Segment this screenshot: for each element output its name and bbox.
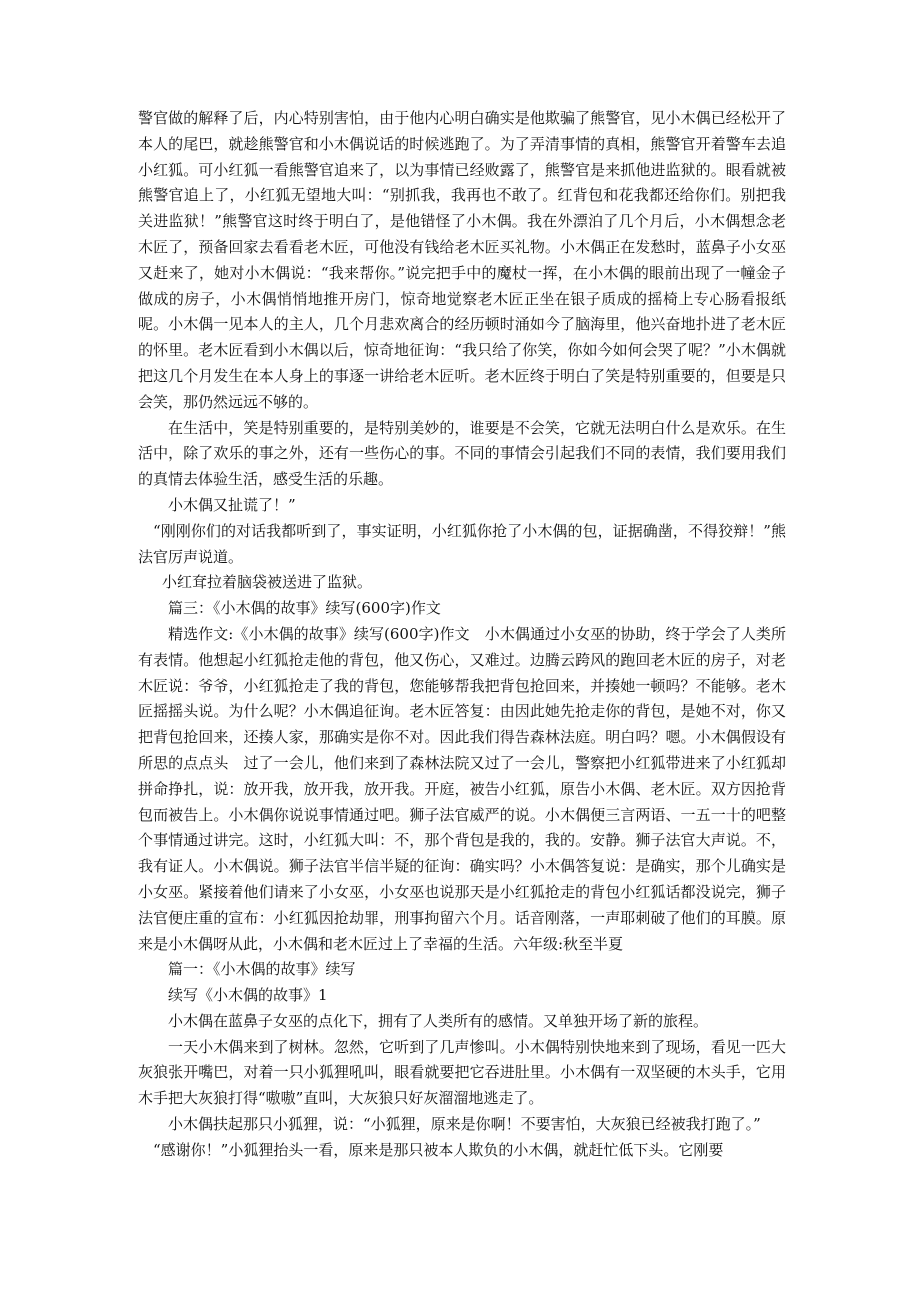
paragraph-7: 精选作文:《小木偶的故事》续写(600字)作文 小木偶通过小女巫的协助，终于学会了人类所有表情。他想起小红狐抢走他的背包，他又伤心，又难过。边腾云跨风的跑回老木匠的房子，对老木匠说：爷爷，小红狐抢走了我的背包，您能够帮我把背包抢回来，并揍她一顿吗？不能够。老木匠摇摇头说。为什么呢？小木偶追征询。老木匠答复：由因此她先抢走你的背包，是她不对，你又把背包抢回来，还揍人家，那确实是你不对。因此我们得告森林法庭。明白吗？嗯。小木偶假设有所思的点点头 过了一会儿，他们来到了森林法院又过了一会儿，警察把小红狐带进来了小红狐却拼命挣扎，说：放开我，放开我，放开我。开庭，被告小红狐，原告小木偶、老木匠。双方因抢背包而被告上。小木偶你说说事情通过吧。狮子法官威严的说。小木偶便三言两语、一五一十的吧整个事情通过讲完。这时，小红狐大叫：不，那个背包是我的，我的。安静。狮子法官大声说。不，我有证人。小木偶说。狮子法官半信半疑的征询：确实吗？小木偶答复说：是确实，那个儿确实是小女巫。紧接着他们请来了小女巫，小女巫也说那天是小红狐抢走的背包小红狐话都没说完，狮子法官便庄重的宣布：小红狐因抢劫罪，刑事拘留六个月。话音刚落，一声耶刺破了他们的耳膜。原来是小木偶呀从此，小木偶和老木匠过上了幸福的生活。六年级:秋至半夏 <box>138 624 786 953</box>
paragraph-11: 一天小木偶来到了树林。忽然，它听到了几声惨叫。小木偶特别快地来到了现场，看见一匹大灰狼张开嘴巴，对着一只小狐狸吼叫，眼看就要把它吞进肚里。小木偶有一双坚硬的木头手，它用木手把大灰狼打得“嗷嗷”直叫，大灰狼只好灰溜溜地逃走了。 <box>138 1037 786 1108</box>
paragraph-5: 小红耷拉着脑袋被送进了监狱。 <box>162 573 373 592</box>
paragraph-10: 小木偶在蓝鼻子女巫的点化下，拥有了人类所有的感情。又单独开场了新的旅程。 <box>168 1011 709 1030</box>
paragraph-4: “刚刚你们的对话我都听到了，事实证明，小红狐你抢了小木偶的包，证据确凿，不得狡辩！”熊法官厉声说道。 <box>138 521 786 566</box>
paragraph-1: 警官做的解释了后，内心特别害怕，由于他内心明白确实是他欺骗了熊警官，见小木偶已经松开了本人的尾巴，就趁熊警官和小木偶说话的时候逃跑了。为了弄清事情的真相，熊警官开着警车去追小红狐。可小红狐一看熊警官追来了，以为事情已经败露了，熊警官是来抓他进监狱的。眼看就被熊警官追上了，小红狐无望地大叫：“别抓我，我再也不敢了。红背包和花我都还给你们。别把我关进监狱！”熊警官这时终于明白了，是他错怪了小木偶。我在外漂泊了几个月后，小木偶想念老木匠了，预备回家去看看老木匠，可他没有钱给老木匠买礼物。小木偶正在发愁时，蓝鼻子小女巫又赶来了，她对小木偶说：“我来帮你。”说完把手中的魔杖一挥，在小木偶的眼前出现了一幢金子做成的房子，小木偶悄悄地推开房门，惊奇地觉察老木匠正坐在银子质成的摇椅上专心肠看报纸呢。小木偶一见本人的主人，几个月悲欢离合的经历顿时涌如今了脑海里，他兴奋地扑进了老木匠的怀里。老木匠看到小木偶以后，惊奇地征询：“我只给了你笑，你如今如何会哭了呢？”小木偶就把这几个月发生在本人身上的事逐一讲给老木匠听。老木匠终于明白了笑是特别重要的，但要是只会笑，那仍然远远不够的。 <box>138 109 786 411</box>
paragraph-2: 在生活中，笑是特别重要的，是特别美妙的，谁要是不会笑，它就无法明白什么是欢乐。在生活中，除了欢乐的事之外，还有一些伤心的事。不同的事情会引起我们不同的表情，我们要用我们的真情去体验生活，感受生活的乐趣。 <box>138 418 786 489</box>
subheading-continuation-1: 续写《小木偶的故事》1 <box>168 986 328 1005</box>
paragraph-3: 小木偶又扯谎了！” <box>168 495 296 514</box>
section-heading-3: 篇三：《小木偶的故事》续写(600字)作文 <box>168 599 441 618</box>
document-page <box>138 106 786 1164</box>
paragraph-13: “感谢你！”小狐狸抬头一看，原来是那只被本人欺负的小木偶，就赶忙低下头。它刚要 <box>153 1140 724 1159</box>
paragraph-12: 小木偶扶起那只小狐狸，说：“小狐狸，原来是你啊！不要害怕，大灰狼已经被我打跑了。” <box>168 1115 761 1134</box>
section-heading-1: 篇一：《小木偶的故事》续写 <box>168 960 356 979</box>
